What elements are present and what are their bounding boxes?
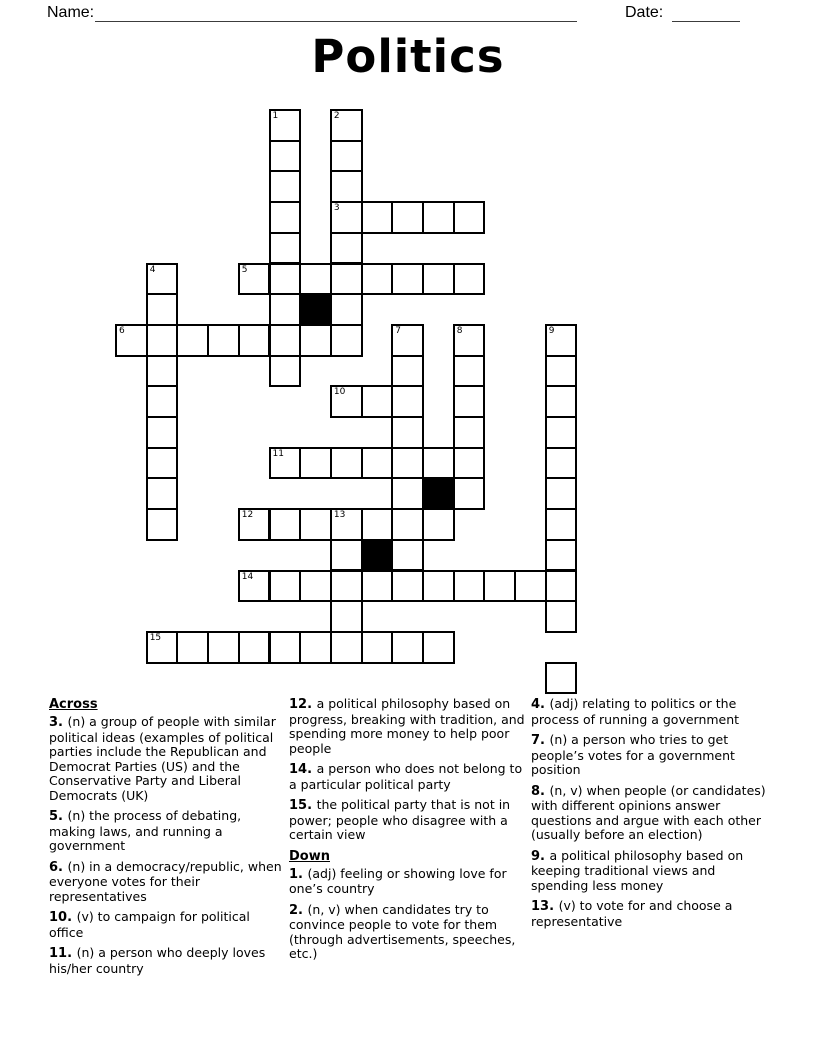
clue-column bbox=[49, 697, 287, 982]
grid-cell bbox=[545, 477, 578, 510]
grid-cell bbox=[453, 447, 486, 480]
grid-cell bbox=[269, 631, 302, 664]
grid-cell bbox=[330, 170, 363, 203]
clue-text: (n) a group of people with similar political ideas (examples of political parties include the Republican and Democrat Parties (US) and the Conservative Party and Liberal Democrats (UK) bbox=[49, 714, 276, 803]
clue-item bbox=[289, 762, 527, 792]
clue-item bbox=[289, 697, 527, 756]
grid-cell bbox=[361, 201, 394, 234]
grid-cell bbox=[238, 324, 271, 357]
clue-text: (n, v) when candidates try to convince people to vote for them (through advertisements, speeches, etc.) bbox=[289, 901, 516, 961]
clue-item bbox=[49, 946, 287, 976]
grid-cell bbox=[453, 263, 486, 296]
clue-item bbox=[49, 910, 287, 940]
grid-cell bbox=[146, 416, 179, 449]
grid-cell bbox=[269, 324, 302, 357]
grid-cell bbox=[269, 447, 302, 480]
clue-text: a person who does not belong to a particular political party bbox=[289, 761, 523, 792]
grid-cell bbox=[545, 324, 578, 357]
grid-cell bbox=[269, 109, 302, 142]
grid-cell bbox=[330, 447, 363, 480]
grid-cell bbox=[146, 355, 179, 388]
grid-cell bbox=[422, 201, 455, 234]
grid-cell bbox=[269, 508, 302, 541]
name-label: Name: bbox=[47, 4, 95, 21]
grid-cell bbox=[146, 263, 179, 296]
grid-cell bbox=[269, 293, 302, 326]
grid-cell bbox=[330, 201, 363, 234]
cell-number: 13 bbox=[333, 510, 346, 521]
grid-cell bbox=[545, 539, 578, 572]
date-label: Date: bbox=[625, 4, 664, 21]
clue-item bbox=[289, 903, 527, 962]
grid-cell bbox=[545, 447, 578, 480]
cell-number: 5 bbox=[241, 264, 248, 275]
grid-cell bbox=[146, 324, 179, 357]
grid-cell bbox=[545, 508, 578, 541]
clue-number: 1. bbox=[289, 866, 308, 882]
grid-cell bbox=[361, 508, 394, 541]
grid-cell bbox=[330, 324, 363, 357]
grid-cell bbox=[146, 447, 179, 480]
clue-number: 8. bbox=[531, 783, 550, 799]
clue-number: 13. bbox=[531, 899, 559, 914]
grid-cell bbox=[330, 600, 363, 633]
grid-cell bbox=[269, 140, 302, 173]
grid-cell bbox=[422, 447, 455, 480]
grid-cell bbox=[330, 539, 363, 572]
grid-cell bbox=[146, 477, 179, 510]
cell-number: 2 bbox=[333, 111, 340, 121]
clue-item bbox=[531, 784, 769, 843]
grid-cell bbox=[115, 324, 148, 357]
clue-text: a political philosophy based on keeping traditional views and spending less money bbox=[531, 847, 744, 893]
grid-cell bbox=[176, 631, 209, 664]
grid-cell bbox=[299, 508, 332, 541]
clue-number: 5. bbox=[49, 809, 68, 824]
cell-number: 15 bbox=[149, 632, 162, 643]
grid-cell bbox=[391, 385, 424, 418]
across-heading: Across bbox=[49, 697, 98, 712]
grid-cell-black bbox=[422, 477, 455, 510]
grid-cell bbox=[238, 508, 271, 541]
grid-cell bbox=[422, 631, 455, 664]
grid-cell bbox=[453, 324, 486, 357]
clue-item bbox=[531, 697, 769, 727]
grid-cell bbox=[391, 477, 424, 510]
grid-cell bbox=[545, 355, 578, 388]
grid-cell bbox=[238, 570, 271, 603]
cell-number: 9 bbox=[548, 325, 555, 336]
grid-cell bbox=[422, 570, 455, 603]
grid-cell bbox=[330, 293, 363, 326]
cell-number: 7 bbox=[395, 325, 402, 336]
clue-item bbox=[289, 867, 527, 897]
grid-cell bbox=[453, 201, 486, 234]
grid-cell bbox=[391, 416, 424, 449]
grid-cell bbox=[269, 232, 302, 265]
clue-text: (n) in a democracy/republic, when everyone votes for their representatives bbox=[49, 858, 282, 904]
cell-number: 10 bbox=[333, 387, 346, 398]
grid-cell-black bbox=[299, 293, 332, 326]
grid-cell bbox=[330, 508, 363, 541]
grid-cell bbox=[391, 201, 424, 234]
grid-cell bbox=[299, 447, 332, 480]
grid-cell bbox=[269, 570, 302, 603]
grid-cell bbox=[330, 263, 363, 296]
clue-number: 10. bbox=[49, 910, 77, 925]
clue-item bbox=[531, 849, 769, 894]
grid-cell bbox=[330, 140, 363, 173]
grid-cell bbox=[422, 508, 455, 541]
grid-cell bbox=[391, 570, 424, 603]
grid-cell bbox=[391, 447, 424, 480]
grid-cell bbox=[514, 570, 547, 603]
down-heading: Down bbox=[289, 848, 330, 864]
clue-column bbox=[531, 697, 769, 935]
grid-cell bbox=[391, 508, 424, 541]
grid-cell bbox=[330, 109, 363, 142]
grid-cell bbox=[361, 263, 394, 296]
grid-cell bbox=[361, 385, 394, 418]
grid-cell bbox=[146, 631, 179, 664]
grid-cell bbox=[269, 201, 302, 234]
grid-cell bbox=[299, 263, 332, 296]
clue-text: the political party that is not in power; people who disagree with a certain view bbox=[289, 797, 511, 842]
puzzle-title: Politics bbox=[311, 30, 505, 83]
grid-cell bbox=[361, 570, 394, 603]
clue-number: 11. bbox=[49, 946, 77, 961]
grid-cell bbox=[361, 447, 394, 480]
grid-cell bbox=[207, 631, 240, 664]
clue-number: 4. bbox=[531, 697, 550, 712]
cell-number: 1 bbox=[272, 111, 279, 121]
grid-cell bbox=[545, 600, 578, 633]
cell-number: 8 bbox=[456, 325, 463, 336]
grid-cell bbox=[146, 508, 179, 541]
grid-cell bbox=[453, 355, 486, 388]
grid-cell bbox=[453, 385, 486, 418]
clue-number: 7. bbox=[531, 733, 550, 748]
grid-cell bbox=[269, 263, 302, 296]
grid-cell bbox=[269, 355, 302, 388]
grid-cell bbox=[545, 570, 578, 603]
cell-number: 14 bbox=[241, 571, 254, 582]
clue-text: (adj) relating to politics or the process of running a government bbox=[531, 696, 740, 727]
grid-cell bbox=[330, 232, 363, 265]
grid-cell bbox=[361, 631, 394, 664]
grid-cell bbox=[269, 170, 302, 203]
grid-cell bbox=[391, 355, 424, 388]
grid-cell bbox=[330, 385, 363, 418]
grid-cell bbox=[545, 416, 578, 449]
clue-number: 9. bbox=[531, 848, 550, 864]
grid-cell bbox=[453, 570, 486, 603]
grid-cell bbox=[238, 263, 271, 296]
grid-cell bbox=[483, 570, 516, 603]
clue-text: (v) to campaign for political office bbox=[49, 909, 250, 940]
clue-number: 14. bbox=[289, 762, 317, 777]
clue-number: 6. bbox=[49, 859, 68, 875]
grid-cell bbox=[453, 416, 486, 449]
clue-text: (n) a person who tries to get people’s votes for a government position bbox=[531, 732, 735, 777]
clue-number: 3. bbox=[49, 715, 68, 730]
grid-cell bbox=[146, 293, 179, 326]
clue-item bbox=[531, 733, 769, 778]
grid-cell bbox=[146, 385, 179, 418]
grid-cell bbox=[391, 263, 424, 296]
grid-cell bbox=[330, 570, 363, 603]
grid-cell bbox=[391, 324, 424, 357]
clue-number: 12. bbox=[289, 697, 317, 712]
grid-cell bbox=[299, 631, 332, 664]
grid-cell bbox=[422, 263, 455, 296]
clue-text: a political philosophy based on progress, breaking with tradition, and spending more money to help poor people bbox=[289, 696, 525, 756]
clue-number: 2. bbox=[289, 902, 308, 918]
clue-text: (adj) feeling or showing love for one’s country bbox=[289, 865, 507, 896]
clue-item bbox=[289, 798, 527, 843]
clue-column bbox=[289, 697, 527, 968]
cell-number: 4 bbox=[149, 264, 156, 275]
grid-cell-black bbox=[361, 539, 394, 572]
grid-cell bbox=[545, 385, 578, 418]
grid-cell bbox=[299, 570, 332, 603]
grid-cell bbox=[299, 324, 332, 357]
clue-item bbox=[49, 809, 287, 854]
clue-number: 15. bbox=[289, 798, 317, 813]
cell-number: 6 bbox=[119, 325, 125, 336]
cell-number: 11 bbox=[272, 448, 284, 459]
clue-text: (v) to vote for and choose a representative bbox=[531, 898, 733, 929]
grid-cell bbox=[330, 631, 363, 664]
grid-cell bbox=[238, 631, 271, 664]
cell-number: 3 bbox=[333, 203, 340, 214]
grid-cell bbox=[391, 539, 424, 572]
clue-item bbox=[49, 860, 287, 905]
cell-number: 12 bbox=[241, 510, 254, 521]
clue-text: (n) the process of debating, making laws, and running a government bbox=[49, 808, 242, 853]
clue-text: (n) a person who deeply loves his/her country bbox=[49, 945, 266, 976]
clue-text: (n, v) when people (or candidates) with different opinions answer questions and argue with each other (usually before an election) bbox=[531, 782, 766, 842]
grid-cell bbox=[391, 631, 424, 664]
grid-cell bbox=[207, 324, 240, 357]
grid-cell bbox=[545, 662, 578, 695]
grid-cell bbox=[453, 477, 486, 510]
clue-item bbox=[531, 899, 769, 929]
grid-cell bbox=[176, 324, 209, 357]
clue-item bbox=[49, 715, 287, 803]
